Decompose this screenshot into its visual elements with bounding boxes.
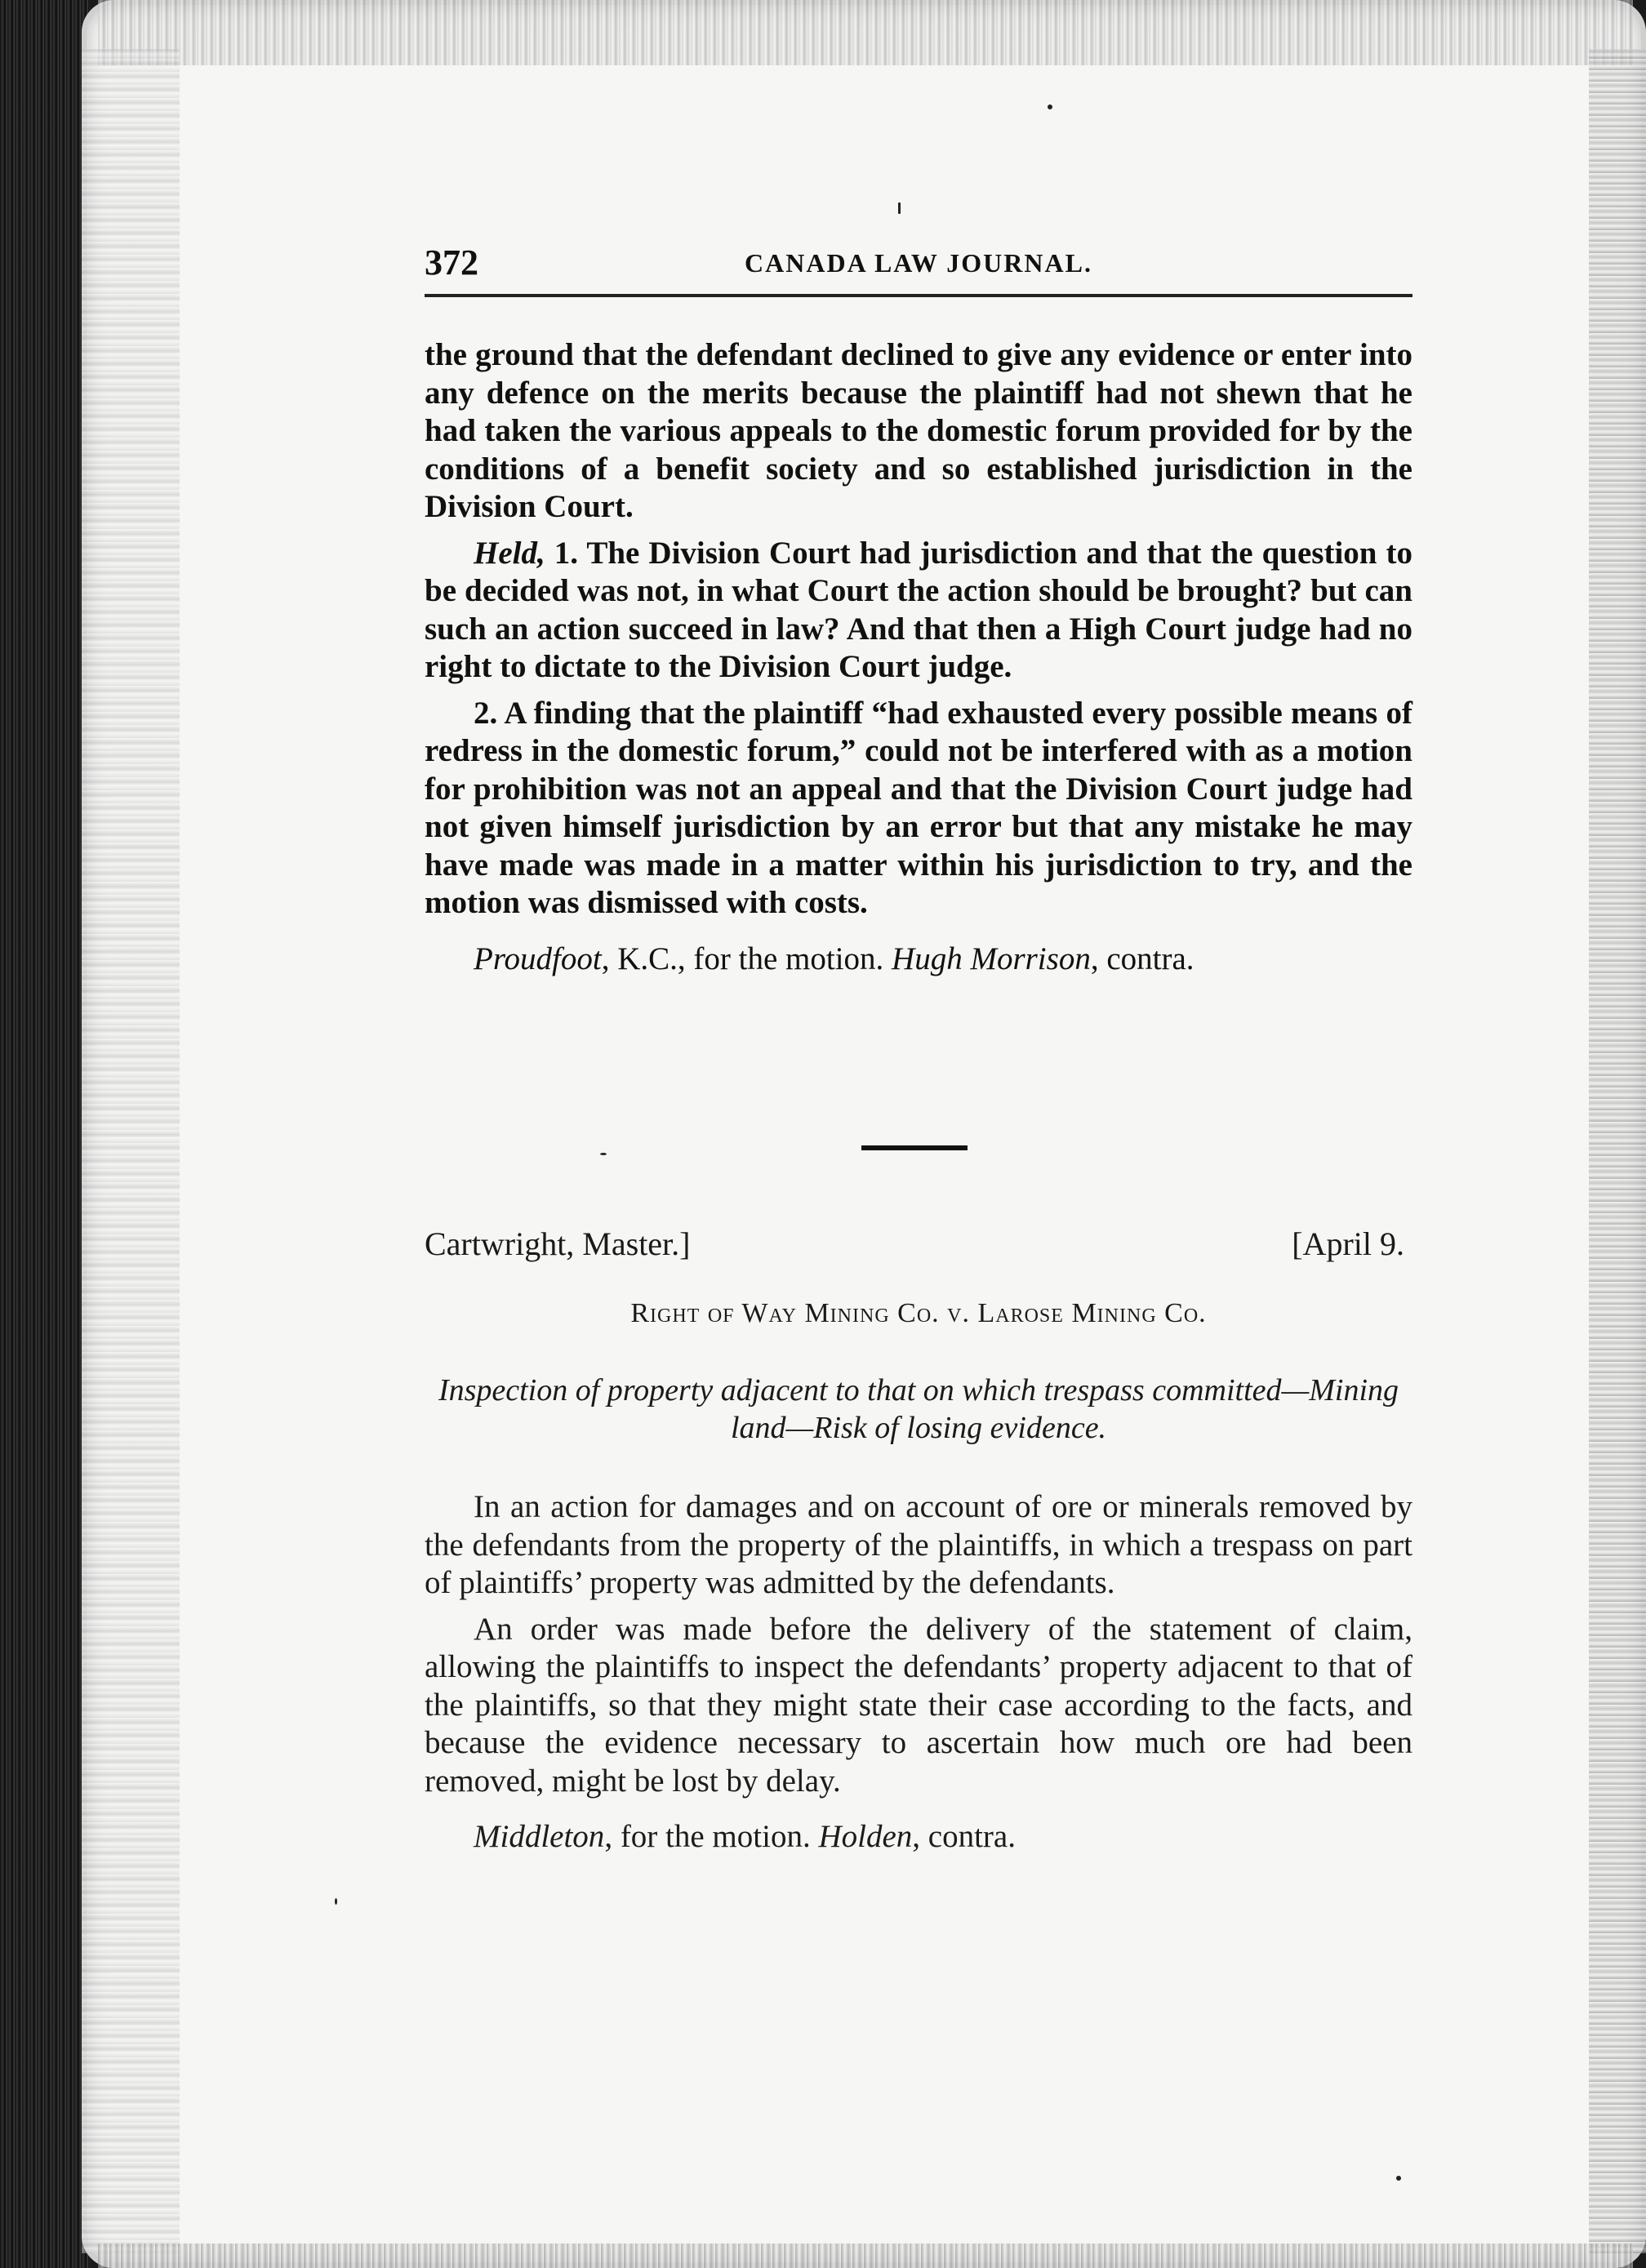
- case-title: Right of Way Mining Co. v. Larose Mining Co.: [630, 1298, 1207, 1328]
- counsel-contra-suffix: , contra.: [1090, 941, 1194, 976]
- header-rule: [425, 294, 1412, 297]
- second-counsel-contra-name: Holden: [818, 1819, 913, 1854]
- opening-paragraph: the ground that the defendant declined to give any evidence or enter into any defence on the merits because the plaintiff had not shewn that he had taken the various appeals to the domestic forum provided for by the conditions of a benefit society and so established jurisdiction in the Division Court.: [425, 337, 1412, 524]
- second-counsel-for-suffix: , for the motion.: [604, 1819, 811, 1854]
- scan-speck: [1048, 105, 1052, 109]
- second-counsel-contra-suffix: , contra.: [912, 1819, 1016, 1854]
- page-header: [425, 242, 1412, 291]
- scan-border-left: [0, 0, 90, 2268]
- section-divider: [861, 1145, 968, 1150]
- scan-noise-left: [82, 49, 180, 2253]
- scan-speck: [1396, 2176, 1401, 2181]
- scan-noise-right: [1589, 49, 1646, 2253]
- running-head: CANADA LAW JOURNAL.: [745, 248, 1092, 278]
- decision-date: [April 9.: [1292, 1225, 1404, 1262]
- scan-speck: [898, 202, 901, 214]
- counsel-contra-name: Hugh Morrison: [892, 941, 1091, 976]
- page-number: 372: [425, 242, 478, 282]
- scan-noise-top: [98, 0, 1633, 65]
- counsel-for-suffix: , K.C., for the motion.: [601, 941, 884, 976]
- second-case-paragraph-1: In an action for damages and on account of ore or minerals removed by the defendants from the property of the plaintiffs, in which a trespass on part of plaintiffs’ property was admitted by the defendants.: [425, 1489, 1412, 1600]
- counsel-line: [425, 941, 1412, 979]
- second-case-text: [425, 1488, 1412, 1857]
- counsel-for-name: Proudfoot: [474, 941, 602, 976]
- judge: Cartwright, Master.]: [425, 1225, 691, 1262]
- held-text: 1. The Division Court had jurisdiction and that the question to be decided was not, in what Court the action should be brought? but can such an action succeed in law? And that then a High Court judge had no right to dictate to the Division Court judge.: [425, 535, 1412, 684]
- court-line: [425, 1225, 1404, 1265]
- scan-speck: [335, 1898, 337, 1905]
- headnote: Inspection of property adjacent to that on which trespass committed—Mining land—Risk of losing evidence.: [438, 1373, 1399, 1445]
- held-label: Held,: [474, 535, 545, 571]
- second-case-paragraph-2: An order was made before the delivery of the statement of claim, allowing the plaintiffs to inspect the defendants’ property adjacent to that of the plaintiffs, so that they might state their case according to the facts, and because the evidence necessary to ascertain how much ore had been removed, might be lost by delay.: [425, 1611, 1412, 1799]
- first-case-text: [425, 336, 1412, 978]
- held-paragraph: [425, 535, 1412, 687]
- second-holding: 2. A finding that the plaintiff “had exhausted every possible means of redress in the domestic forum,” could not be interfered with as a motion for prohibition was not an appeal and that the Division Court judge had not given himself jurisdiction by an error but that any mistake he may have made was made in a matter within his jurisdiction to try, and the motion was dismissed with costs.: [425, 695, 1412, 920]
- scan-noise-bottom: [98, 2244, 1633, 2268]
- second-counsel-for-name: Middleton: [474, 1819, 605, 1854]
- scan-speck: [600, 1153, 607, 1155]
- second-counsel-line: [425, 1818, 1412, 1857]
